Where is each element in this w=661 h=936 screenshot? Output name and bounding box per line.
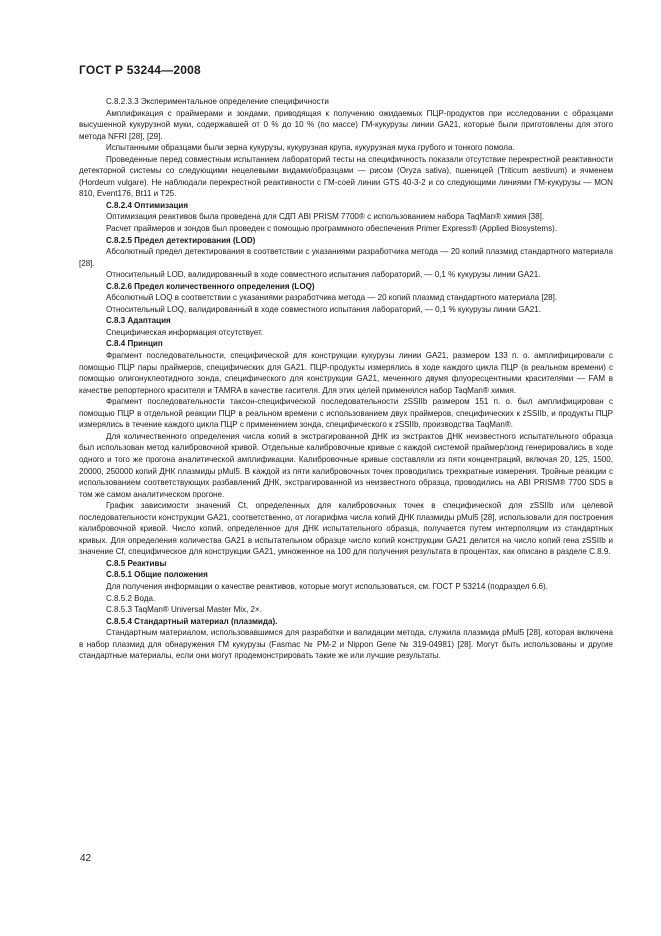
paragraph: Проведенные перед совместным испытанием лабораторий тесты на специфичность показали отсутствие перекрестной реактивности детекторной системы со следующими нецелевыми видами/образцами — рисом (Oryza sativa), пшеницей (Triticum aestivum) и ячменем (Hordeum vulgare). Не наблюдали перекрестной реактивности с ГМ-соей линии GTS 40-3-2 и со следующими линиями ГМ-кукурузы — MON 810, Event176, Bt11 и T25.	[79, 154, 613, 199]
page-number: 42	[80, 853, 92, 864]
paragraph: График зависимости значений Ct, определенных для калибровочных точек в специфической для zSSIIb или целевой последовательности конструкции GA21, соответственно, от логарифма числа копий ДНК плазмиды pMul5 [28], использовали для построения калибровочной кривой. Число копий, определенное для ДНК испытательного образца, получается путем интерполяции из стандартных кривых. Для определения количества GA21 в испытательном образце число копий конструкции GA21 делится на число копий гена zSSIIb и значение Cf, специфическое для конструкции GA21, умноженное на 100 для получения результата в процентах, как описано в разделе С.8.9.	[79, 501, 613, 557]
section-heading: С.8.2.4 Оптимизация	[106, 200, 189, 210]
page-header: ГОСТ Р 53244—2008	[79, 63, 201, 77]
paragraph: Относительный LOQ, валидированный в ходе совместного испытания лабораторий, — 0,1 % кукурузы линии GA21.	[106, 304, 541, 314]
section-heading: С.8.5.4 Стандартный материал (плазмида).	[106, 616, 278, 626]
paragraph: Для количественного определения числа копий в экстрагированной ДНК из экстрактов ДНК неизвестного испытательного образца был использован метод калибровочной кривой. Отдельные калибровочные кривые с каждой системой праймер/зонд генерировались в ходе одного и того же прогона аналитической амплификации. Калибровочные кривые составляли из пяти концентраций, включая 20, 125, 1500, 20000, 250000 копий ДНК плазмиды pMul5. В каждой из пяти калибровочных точек проводились трехкратные измерения. Тройные реакции с использованием соответствующих разбавлений ДНК, экстрагированной из неизвестного образца, проводились на ABI PRISM® 7700 SDS в том же самом аналитическом прогоне.	[79, 431, 613, 499]
paragraph: С.8.5.3 TaqMan® Universal Master Mix, 2×.	[106, 605, 262, 615]
paragraph: Фрагмент последовательности таксон-специфической последовательности zSSIIb размером 151 п. о. был амплифицирован с помощью ПЦР в отдельной реакции ПЦР в реальном времени с использованием двух праймеров, специфических к zSSIIb, и продукты ПЦР измерялись в течение каждого цикла ПЦР с применением зонда, специфического к zSSIIb, производства TaqMan®.	[79, 397, 613, 430]
section-heading: С.8.2.6 Предел количественного определения (LOQ)	[106, 281, 315, 291]
paragraph: Фрагмент последовательности, специфической для конструкции кукурузы линии GA21, размером 133 п. о. амплифицировали с помощью ПЦР пары праймеров, специфических для GA21. ПЦР-продукты измерялись в ходе каждого цикла ПЦР (в реальном времени) с помощью олигонуклеотидного зонда, специфического для конструкции GA21, меченного двумя флуоресцентными красителями — FAM в качестве репортерного красителя и TAMRA в качестве гасителя. Для этих целей применялся набор TaqMan® химия.	[79, 351, 613, 395]
paragraph: Оптимизация реактивов была проведена для СДП ABI PRISM 7700® с использованием набора TaqMan® химия [38].	[106, 212, 545, 222]
section-heading: С.8.5 Реактивы	[106, 558, 167, 568]
paragraph: Расчет праймеров и зондов был проведен с помощью программного обеспечения Primer Express® (Applied Biosystems).	[106, 224, 558, 234]
paragraph: Для получения информации о качестве реактивов, которые могут использоваться, см. ГОСТ Р 53214 (подраздел 6.6).	[106, 581, 548, 591]
paragraph: Амплификация с праймерами и зондами, приводящая к получению ожидаемых ПЦР-продуктов при исследовании с образцами высушенной кукурузной муки, содержавшей от 0 % до 10 % (по массе) ГМ-кукурузы линии GA21, которые были приготовлены для этого метода NFRI [28], [29].	[79, 108, 613, 141]
paragraph: Относительный LOD, валидированный в ходе совместного испытания лабораторий, — 0,1 % кукурузы линии GA21.	[106, 270, 541, 280]
subsection-heading: С.8.2.3.3 Экспериментальное определение специфичности	[106, 97, 329, 106]
paragraph: С.8.5.2 Вода.	[106, 593, 156, 603]
section-heading: С.8.5.1 Общие положения	[106, 570, 208, 580]
section-heading: С.8.4 Принцип	[106, 339, 163, 349]
paragraph: Специфическая информация отсутствует.	[106, 327, 264, 337]
section-heading: С.8.2.5 Предел детектирования (LOD)	[106, 235, 256, 245]
section-heading: С.8.3 Адаптация	[106, 316, 171, 326]
document-body	[79, 96, 613, 662]
paragraph: Испытанными образцами были зерна кукурузы, кукурузная крупа, кукурузная мука грубого и тонкого помола.	[106, 143, 515, 153]
paragraph: Абсолютный LOQ в соответствии с указаниями разработчика метода — 20 копий плазмид стандартного материала [28].	[106, 293, 558, 303]
paragraph: Абсолютный предел детектирования в соответствии с указаниями разработчика метода — 20 копий плазмид стандартного материала [28].	[79, 247, 613, 268]
paragraph: Стандартным материалом, использовавшимся для разработки и валидации метода, служила плазмида pMul5 [28], которая включена в набор плазмид для обнаружения ГМ кукурузы (Fasmac № PM-2 и Nippon Gene № 319-04981) [28]. Могут быть использованы и другие стандартные материалы, если они могут продемонстрировать такие же или лучшие результаты.	[79, 628, 613, 661]
